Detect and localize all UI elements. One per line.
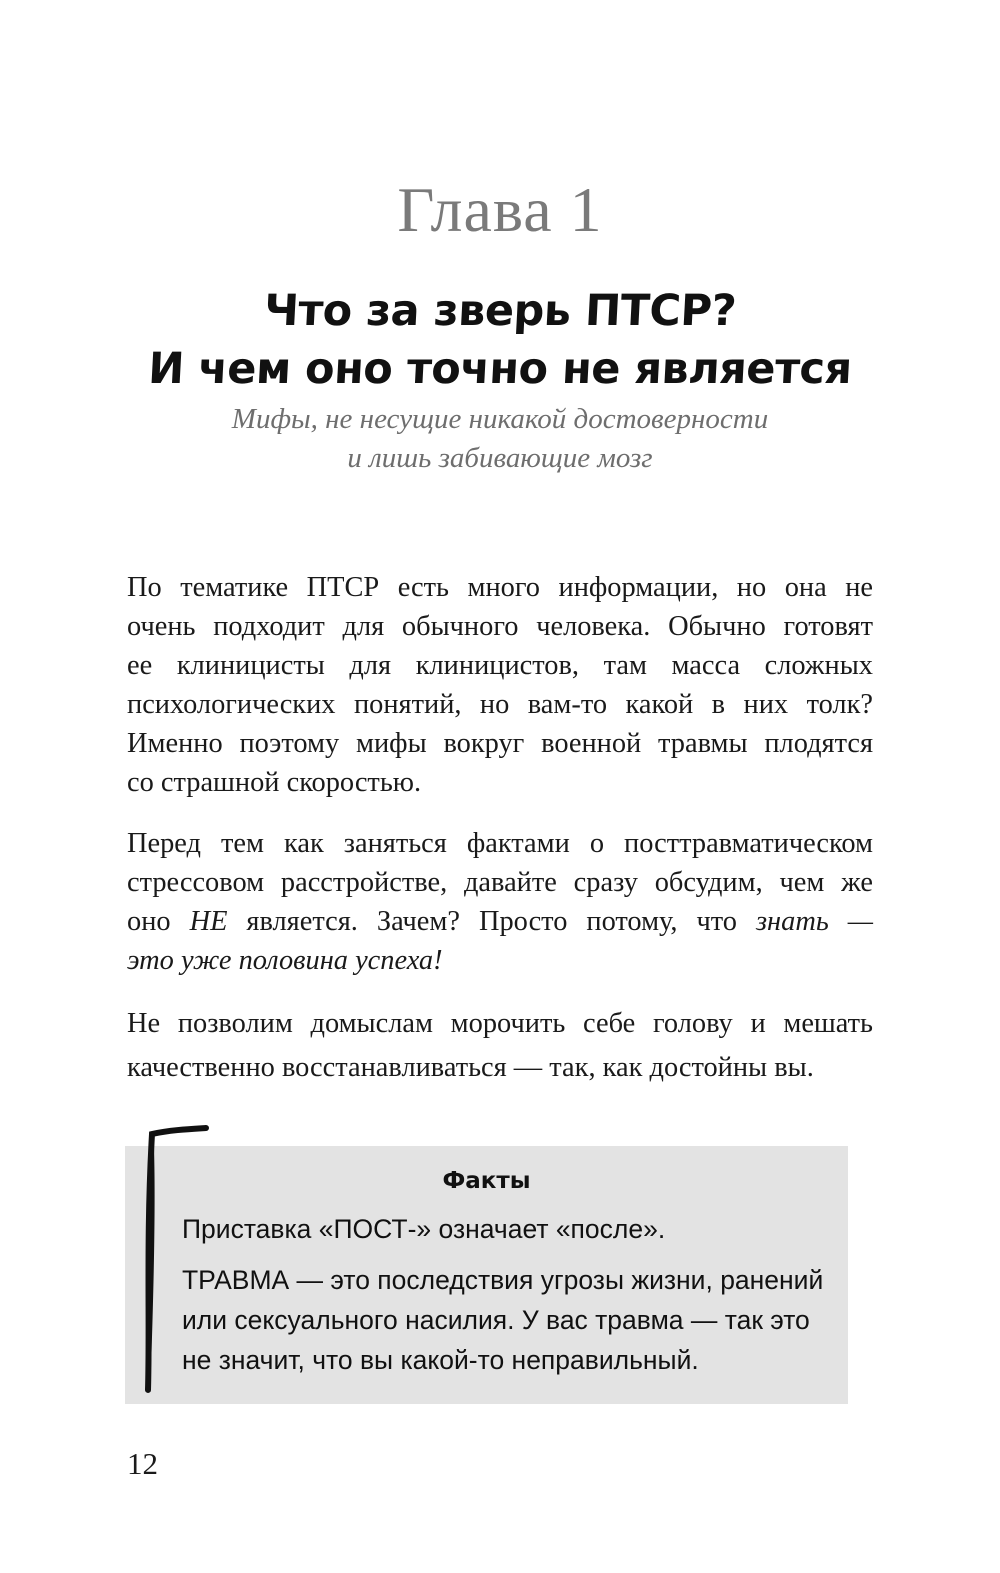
facts-title: Факты <box>442 1168 531 1194</box>
chapter-subtitle <box>0 400 1000 478</box>
chapter-subtitle-line-2: и лишь забивающие мозг <box>347 442 653 474</box>
chapter-title-line-1: Что за зверь ПТСР? <box>262 286 738 336</box>
paragraph-1-line: психологических понятий, но вам-то какой в них толк? <box>127 689 873 720</box>
chapter-title-line-2: И чем оно точно не является <box>147 344 853 394</box>
emphasis-text: знать — <box>755 906 873 937</box>
paragraph-2 <box>127 824 873 980</box>
paragraph-2-line: Перед тем как заняться фактами о посттравматическом <box>127 828 873 859</box>
paragraph-2-line: стрессовом расстройстве, давайте сразу обсудим, чем же <box>127 867 873 898</box>
facts-item-2-line: или сексуального насилия. У вас травма — так это <box>182 1305 810 1335</box>
paragraph-3-line: качественно восстанавливаться — так, как достойны вы. <box>127 1052 814 1083</box>
page-number: 12 <box>127 1446 158 1481</box>
chapter-label: Глава 1 <box>397 174 603 245</box>
paragraph-1-line: Именно поэтому мифы вокруг военной травмы плодятся <box>127 728 873 759</box>
paragraph-3 <box>127 1002 873 1090</box>
chapter-title <box>0 282 1000 398</box>
paragraph-1-line: очень подходит для обычного человека. Обычно готовят <box>127 611 873 642</box>
paragraph-1-line: ее клиницисты для клиницистов, там масса сложных <box>127 650 873 681</box>
facts-item-1-line: Приставка «ПОСТ-» означает «после». <box>182 1214 666 1244</box>
text-run: оно <box>127 906 190 937</box>
chapter-subtitle-line-1: Мифы, не несущие никакой достоверности <box>231 403 769 435</box>
emphasis-text: НЕ <box>189 906 228 937</box>
paragraph-1-line: со страшной скоростью. <box>127 767 422 798</box>
facts-item-2-line: ТРАВМА — это последствия угрозы жизни, ранений <box>182 1265 824 1295</box>
paragraph-1 <box>127 568 873 802</box>
facts-item-1 <box>182 1209 822 1249</box>
paragraph-2-line <box>127 941 873 980</box>
text-run: является. Зачем? Просто потому, что <box>227 906 756 937</box>
emphasis-text: это уже половина успеха! <box>127 945 443 976</box>
paragraph-2-line <box>127 902 873 941</box>
facts-item-2-line: не значит, что вы какой-то неправильный. <box>182 1345 699 1375</box>
paragraph-3-line: Не позволим домыслам морочить себе голову и мешать <box>127 1008 873 1039</box>
facts-item-2 <box>182 1260 822 1380</box>
paragraph-1-line: По тематике ПТСР есть много информации, но она не <box>127 572 873 603</box>
